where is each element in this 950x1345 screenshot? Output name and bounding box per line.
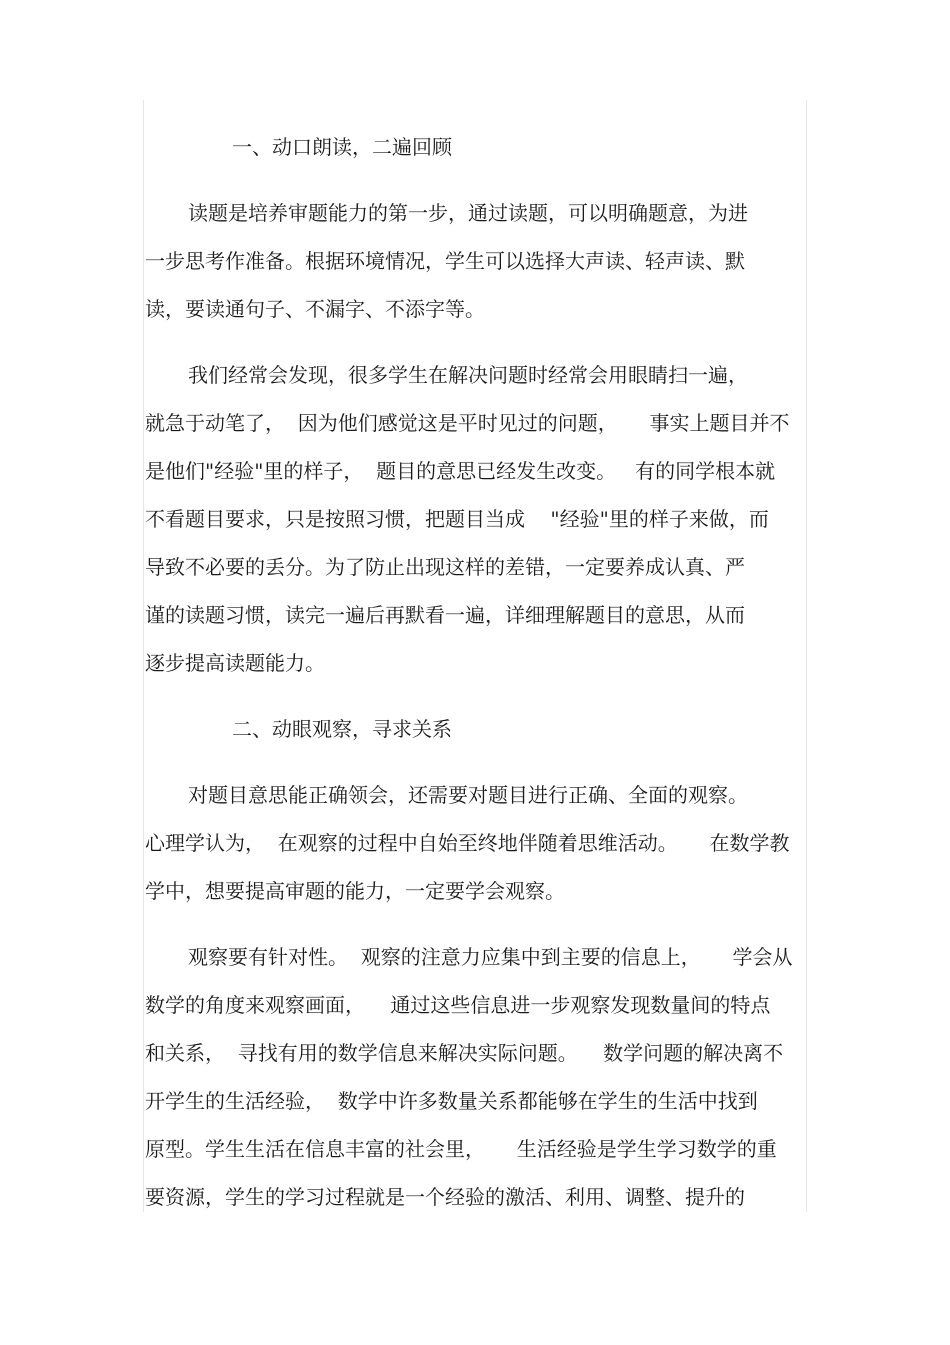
paragraph-line: 读题是培养审题能力的第一步，通过读题，可以明确题意，为进 (188, 201, 748, 225)
paragraph-line: 和关系， 寻找有用的数学信息来解决实际问题。 数学问题的解决离不 (145, 1041, 784, 1065)
paragraph-line: 对题目意思能正确领会，还需要对题目进行正确、全面的观察。 (188, 783, 748, 807)
section-heading-1: 一、动口朗读，二遍回顾 (232, 135, 452, 159)
paragraph-line: 我们经常会发现，很多学生在解决问题时经常会用眼睛扫一遍， (188, 363, 748, 387)
paragraph-line: 一步思考作准备。根据环境情况，学生可以选择大声读、轻声读、默 (145, 249, 745, 273)
paragraph-line: 学中，想要提高审题的能力，一定要学会观察。 (145, 879, 565, 903)
page-border-left (143, 100, 144, 1212)
paragraph-line: 就急于动笔了， 因为他们感觉这是平时见过的问题， 事实上题目并不 (145, 411, 790, 435)
paragraph-line: 原型。学生生活在信息丰富的社会里， 生活经验是学生学习数学的重 (145, 1137, 777, 1161)
paragraph-line: 观察要有针对性。 观察的注意力应集中到主要的信息上， 学会从 (188, 945, 793, 969)
paragraph-line: 不看题目要求，只是按照习惯，把题目当成 "经验"里的样子来做，而 (145, 507, 769, 531)
section-heading-2: 二、动眼观察，寻求关系 (232, 717, 452, 741)
paragraph-line: 谨的读题习惯，读完一遍后再默看一遍，详细理解题目的意思，从而 (145, 603, 745, 627)
paragraph-line: 是他们"经验"里的样子， 题目的意思已经发生改变。 有的同学根本就 (145, 459, 776, 483)
paragraph-line: 导致不必要的丢分。为了防止出现这样的差错，一定要养成认真、严 (145, 555, 745, 579)
paragraph-line: 心理学认为， 在观察的过程中自始至终地伴随着思维活动。 在数学教 (145, 831, 790, 855)
paragraph-line: 要资源，学生的学习过程就是一个经验的激活、利用、调整、提升的 (145, 1185, 745, 1209)
page-border-right (806, 100, 807, 1212)
paragraph-line: 逐步提高读题能力。 (145, 651, 325, 675)
paragraph-line: 数学的角度来观察画面， 通过这些信息进一步观察发现数量间的特点 (145, 993, 771, 1017)
paragraph-line: 开学生的生活经验， 数学中许多数量关系都能够在学生的生活中找到 (145, 1089, 758, 1113)
paragraph-line: 读，要读通句子、不漏字、不添字等。 (145, 297, 485, 321)
